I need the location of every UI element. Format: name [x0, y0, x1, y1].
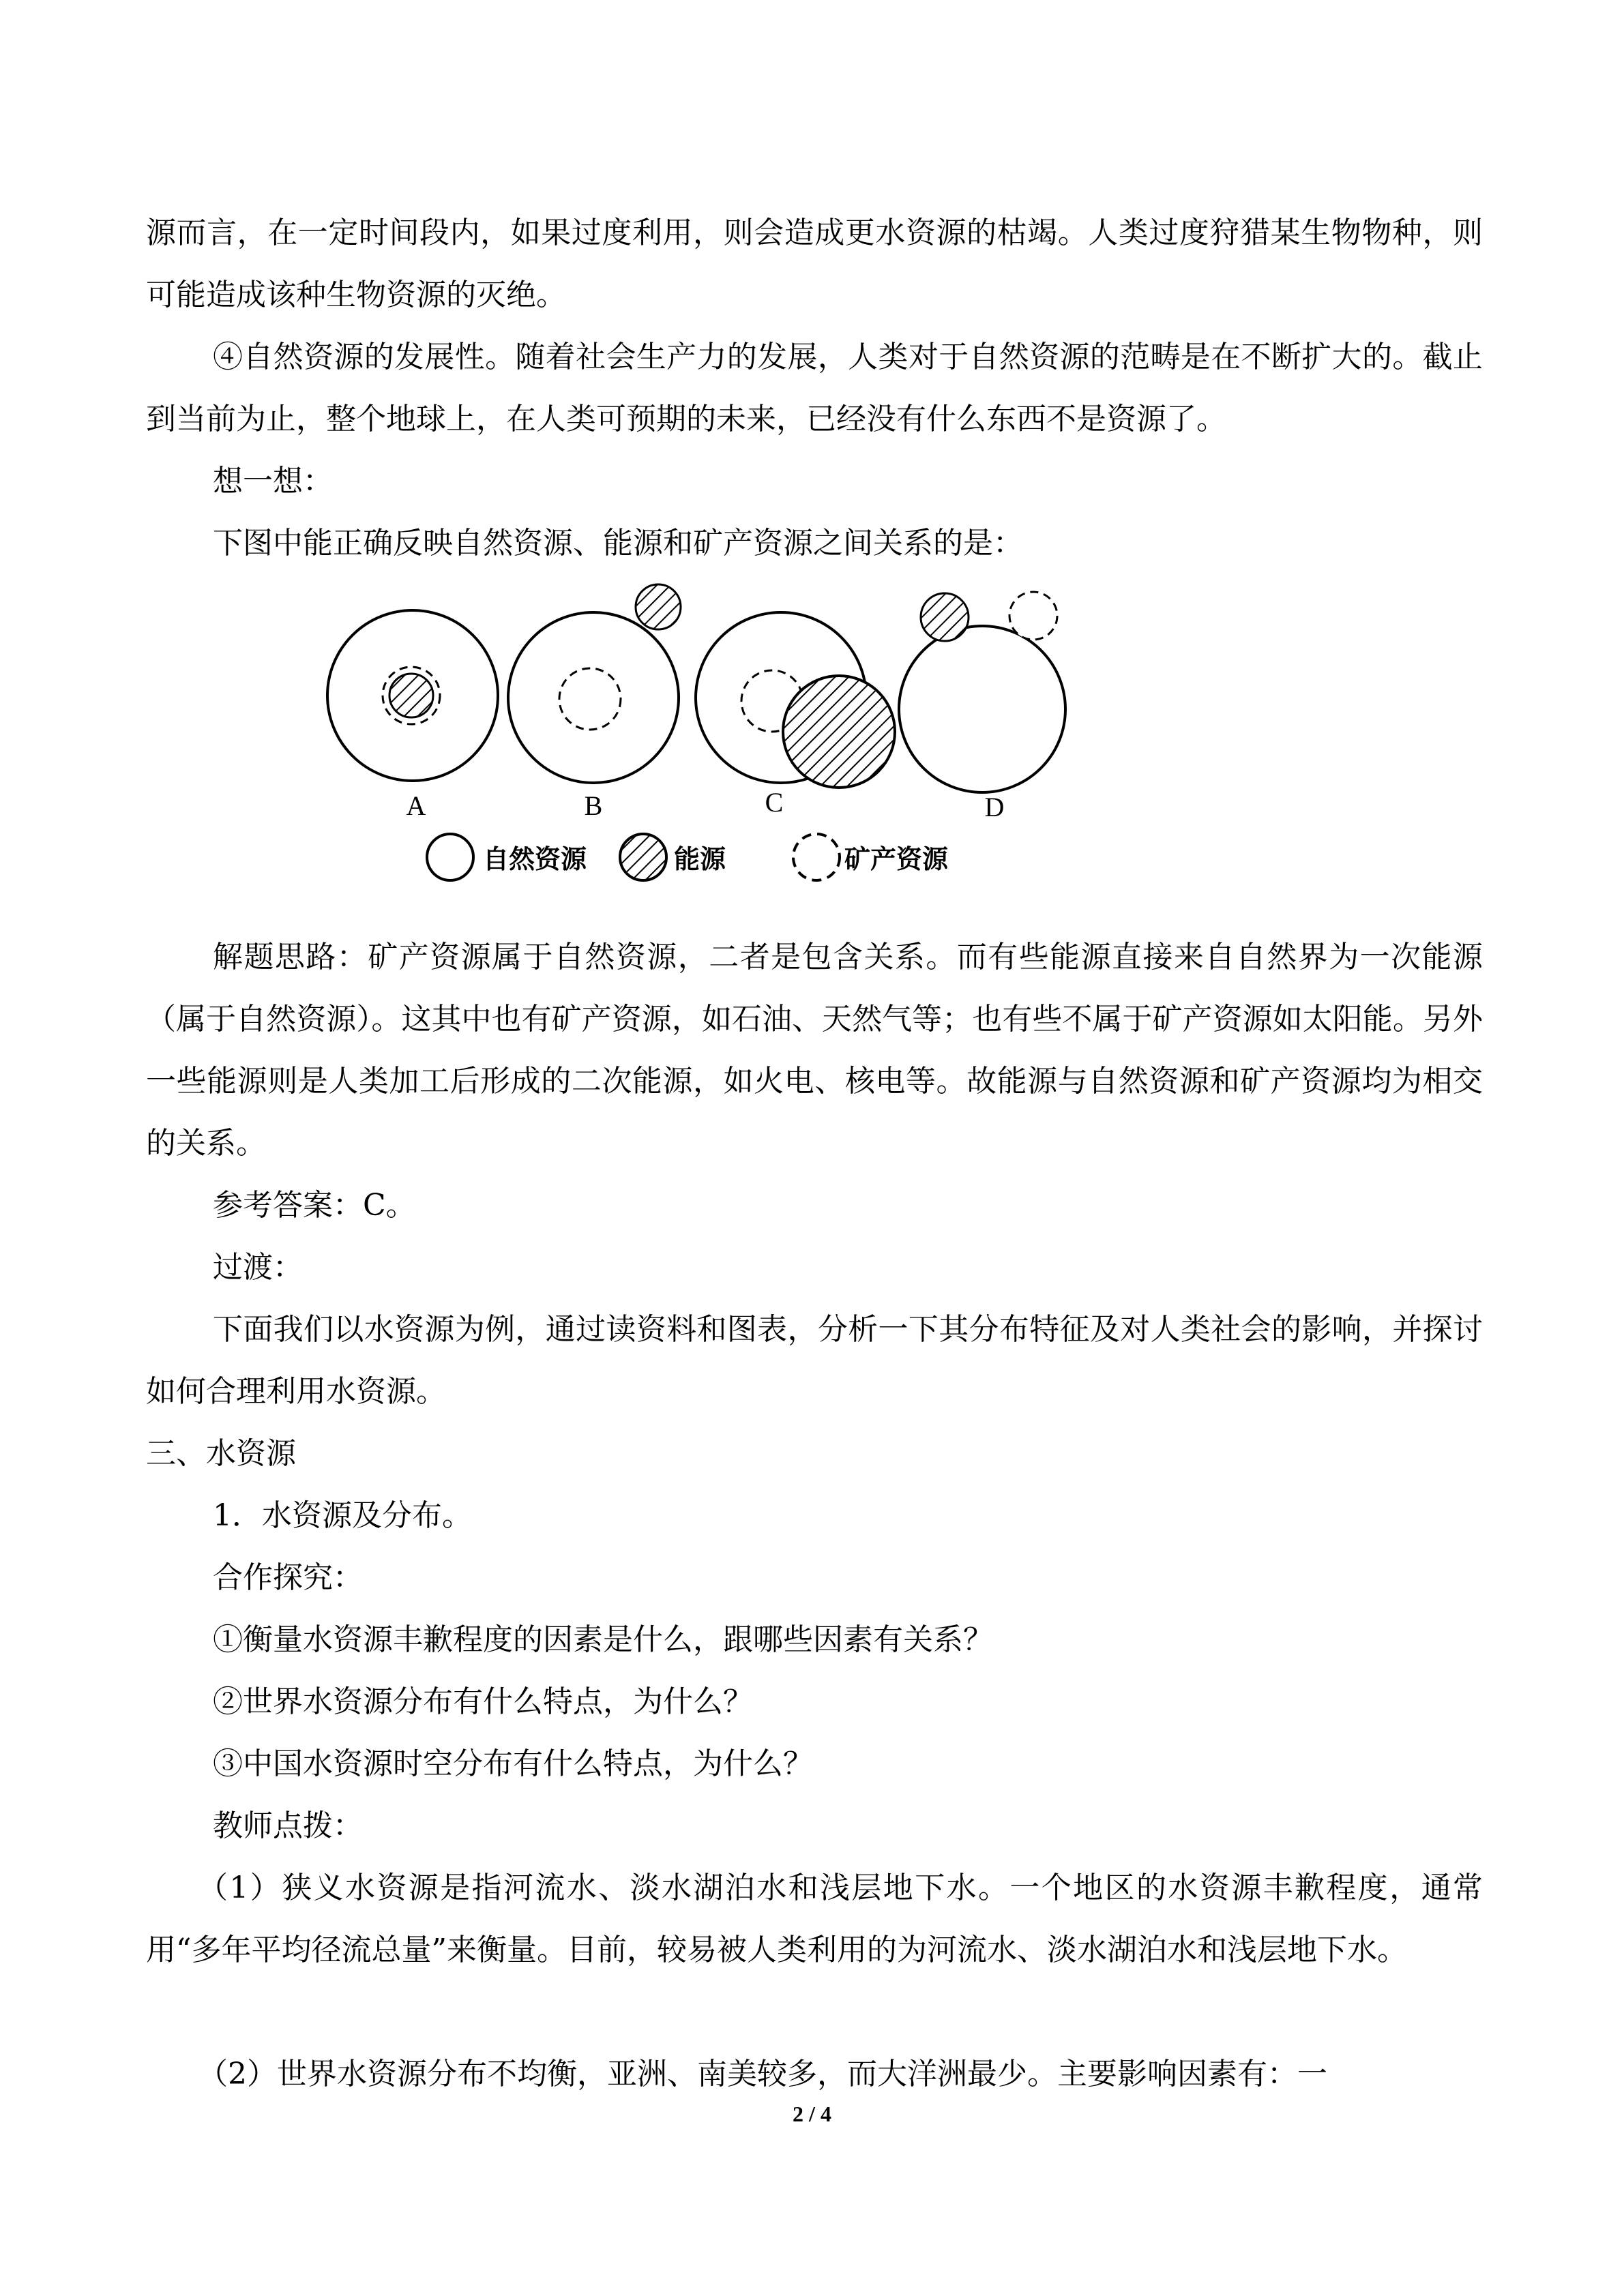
page-number: 2 / 4 [793, 2102, 831, 2126]
mineral-resource-circle [559, 668, 621, 730]
reference-answer: 参考答案：C。 [213, 1188, 416, 1223]
heading-cooperative-inquiry: 合作探究： [213, 1560, 363, 1595]
option-d-label: D [984, 792, 1005, 822]
option-b-label: B [584, 790, 603, 821]
inquiry-question-1: ①衡量水资源丰歉程度的因素是什么，跟哪些因素有关系？ [213, 1622, 993, 1657]
energy-circle [783, 676, 895, 788]
option-b-diagram [508, 584, 681, 821]
natural-resource-circle [899, 626, 1065, 792]
energy-circle [389, 674, 433, 717]
legend-energy-symbol [620, 834, 666, 880]
paragraph-transition-text: 下面我们以水资源为例，通过读资料和图表，分析一下其分布特征及对人类社会的影响，并探讨如何合理利用水资源。 [146, 1312, 1483, 1409]
option-c-diagram [696, 612, 895, 818]
mineral-resource-circle [1009, 592, 1057, 640]
option-d-diagram [899, 592, 1065, 822]
legend-natural-symbol [427, 834, 473, 880]
section-heading-water-resources: 三、水资源 [146, 1436, 296, 1471]
paragraph-solution-approach: 解题思路：矿产资源属于自然资源，二者是包含关系。而有些能源直接来自自然界为一次能源（属于自然资源）。这其中也有矿产资源，如石油、天然气等；也有些不属于矿产资源如太阳能。另外一些能源则是人类加工后形成的二次能源，如火电、核电等。故能源与自然资源和矿产资源均为相交的关系。 [146, 940, 1483, 1161]
subsection-heading: 1．水资源及分布。 [213, 1498, 472, 1533]
legend-mineral-label: 矿产资源 [844, 844, 949, 874]
energy-circle [921, 593, 969, 641]
inquiry-question-2: ②世界水资源分布有什么特点，为什么？ [213, 1684, 753, 1719]
paragraph-guidance-1: （1）狭义水资源是指河流水、淡水湖泊水和浅层地下水。一个地区的水资源丰歉程度，通常用“多年平均径流总量”来衡量。目前，较易被人类利用的为河流水、淡水湖泊水和浅层地下水。 [146, 1870, 1483, 1967]
legend-mineral-symbol [793, 834, 840, 880]
diagram-legend [427, 834, 949, 880]
natural-resource-circle [508, 612, 679, 783]
option-a-diagram [327, 610, 498, 821]
energy-circle [636, 584, 681, 629]
option-c-label: C [765, 787, 784, 818]
paragraph-resource-exhaustion: 源而言，在一定时间段内，如果过度利用，则会造成更水资源的枯竭。人类过度狩猎某生物物种，则可能造成该种生物资源的灭绝。 [146, 215, 1483, 312]
legend-natural-label: 自然资源 [483, 844, 587, 874]
legend-energy-label: 能源 [674, 844, 726, 874]
heading-teacher-guidance: 教师点拨： [213, 1808, 363, 1843]
paragraph-resource-development: ④自然资源的发展性。随着社会生产力的发展，人类对于自然资源的范畴是在不断扩大的。截止到当前为止，整个地球上，在人类可预期的未来，已经没有什么东西不是资源了。 [146, 340, 1483, 436]
option-a-label: A [406, 790, 426, 821]
question-text: 下图中能正确反映自然资源、能源和矿产资源之间关系的是： [213, 526, 1023, 561]
inquiry-question-3: ③中国水资源时空分布有什么特点，为什么？ [213, 1746, 813, 1781]
heading-think: 想一想： [213, 464, 333, 498]
heading-transition: 过渡： [213, 1250, 303, 1285]
paragraph-guidance-2: （2）世界水资源分布不均衡，亚洲、南美较多，而大洋洲最少。主要影响因素有：一 [198, 2057, 1327, 2091]
resource-relationship-diagram [314, 576, 1091, 904]
